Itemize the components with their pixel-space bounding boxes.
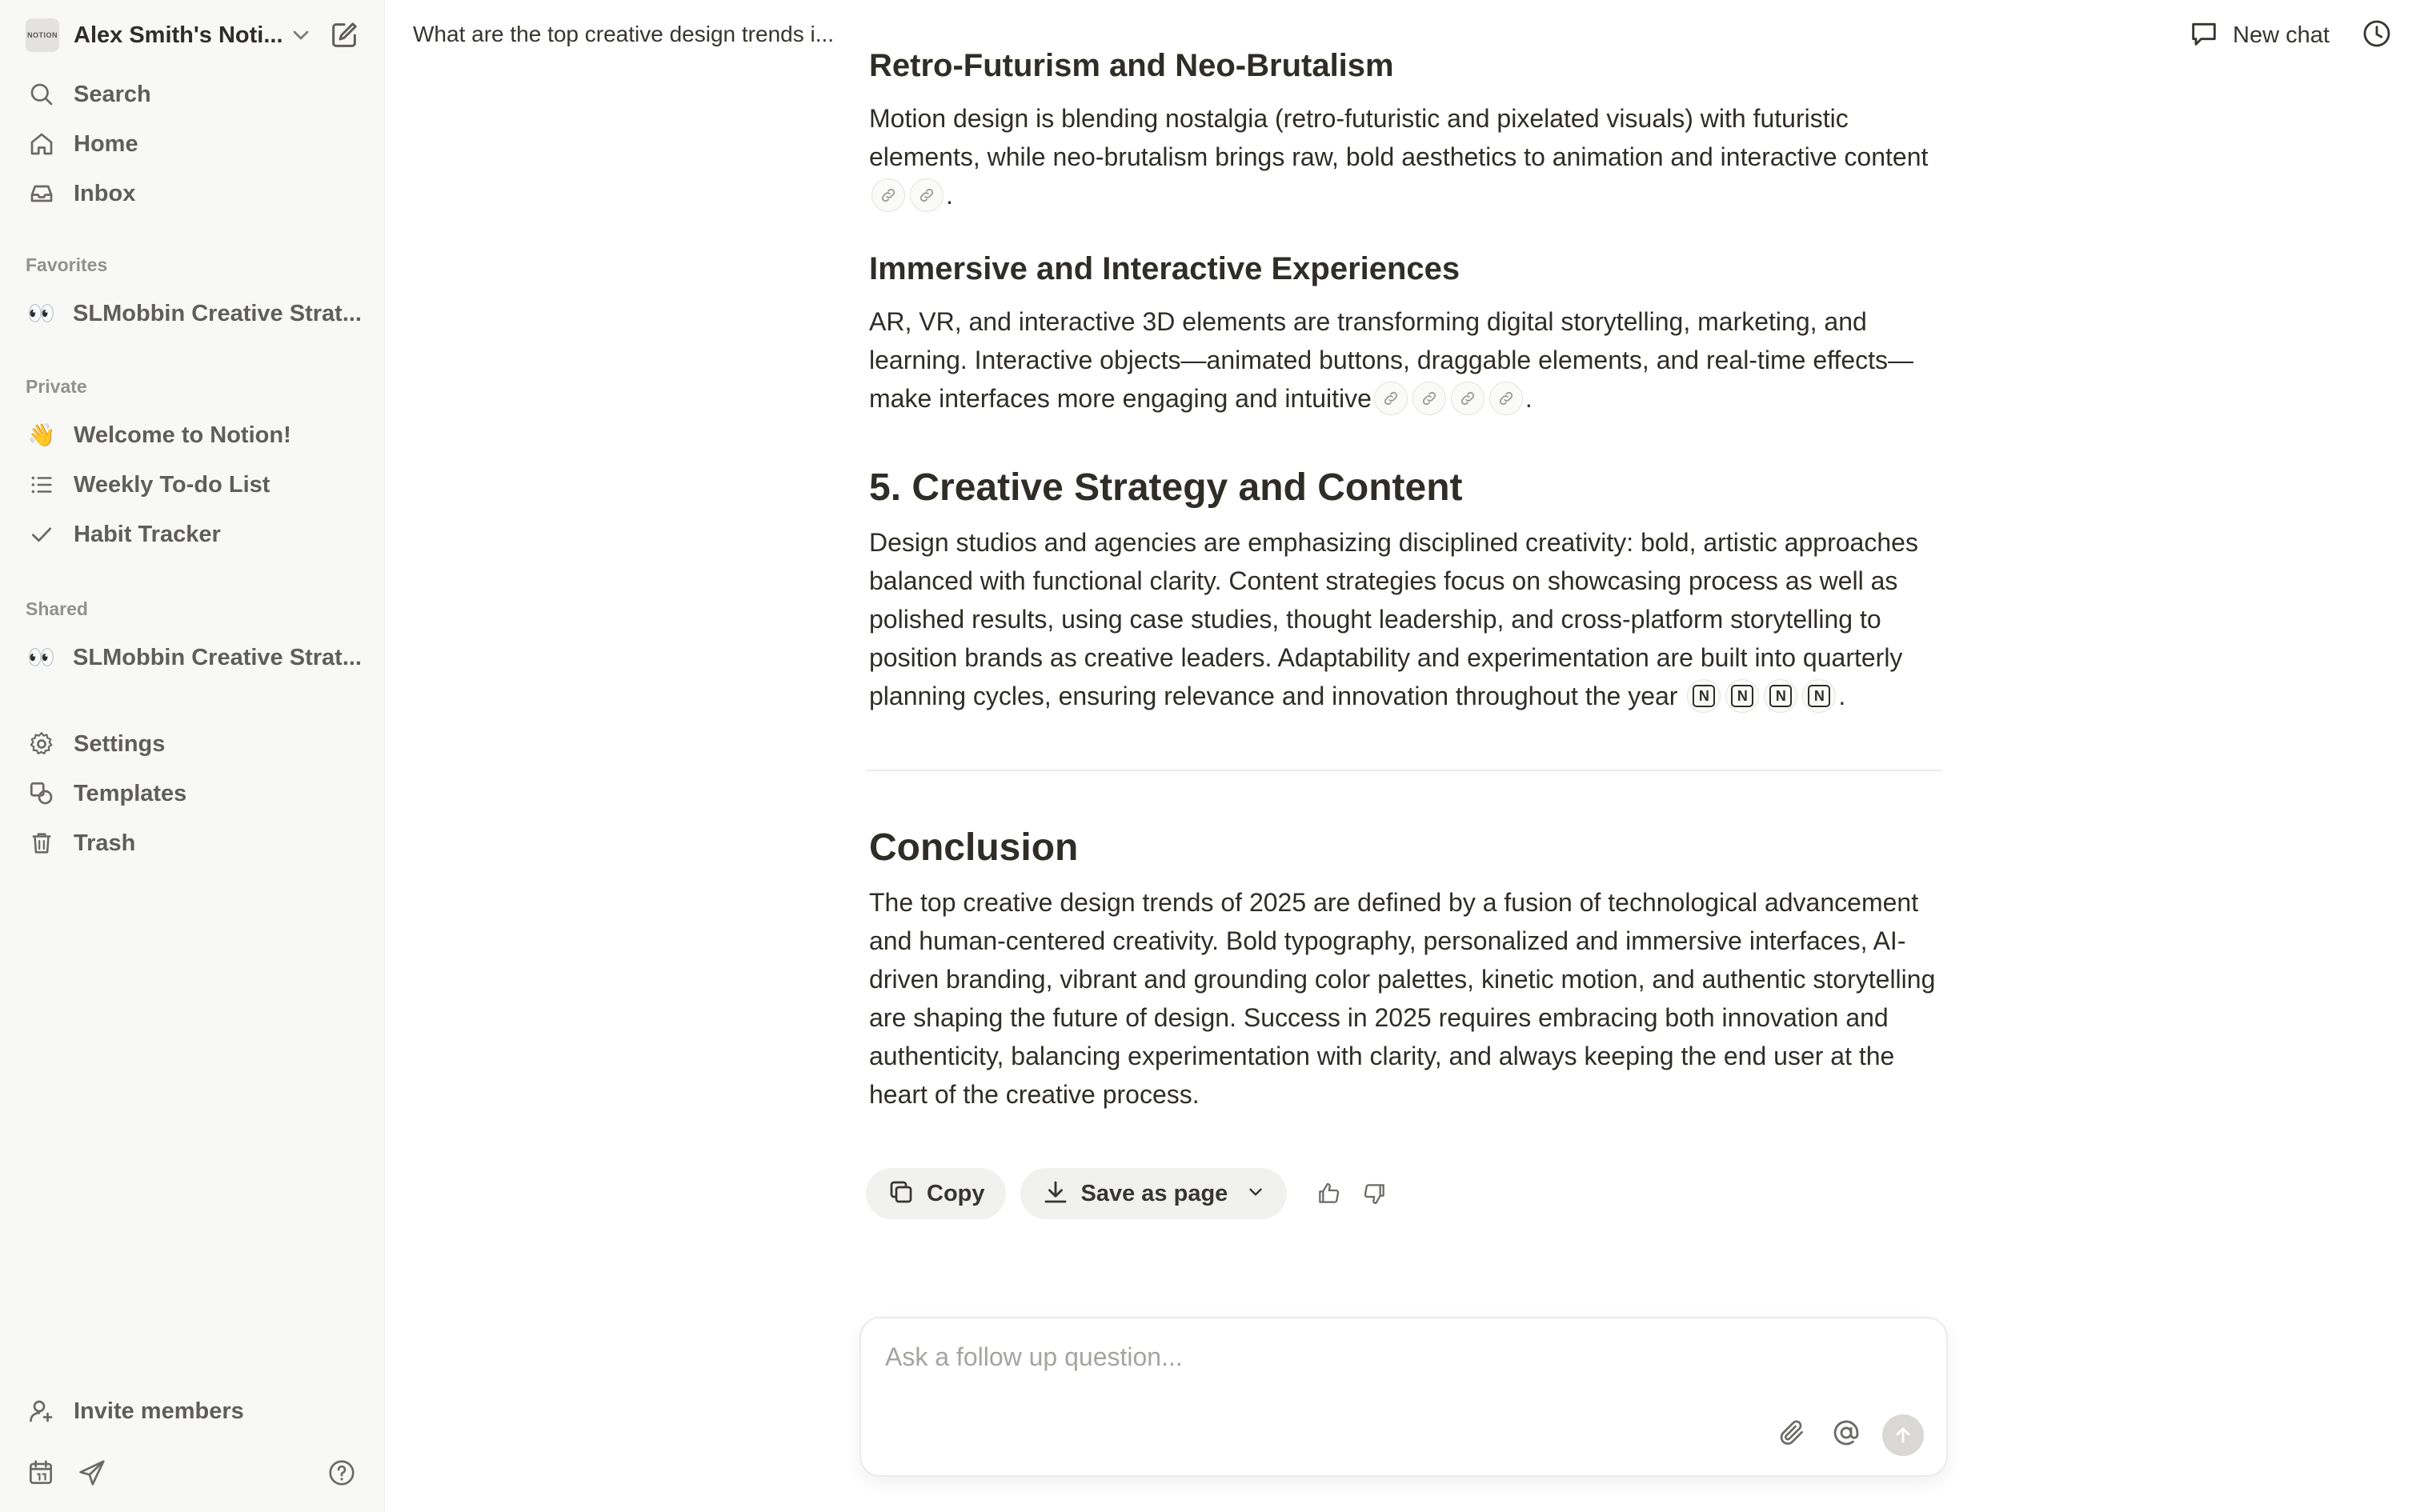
inbox-icon (26, 178, 58, 210)
save-as-page-label: Save as page (1080, 1180, 1228, 1206)
list-icon (26, 469, 58, 501)
checkmark-icon (26, 518, 58, 550)
sidebar-item-label: Trash (74, 830, 136, 856)
help-icon[interactable] (327, 1458, 357, 1492)
paragraph-text: Motion design is blending nostalgia (retro-futuristic and pixelated visuals) with futuristic elements, while neo-brutalism brings raw, bold aesthetics to animation and interactive content (869, 104, 1929, 171)
paragraph-text: Design studios and agencies are emphasizing disciplined creativity: bold, artistic approaches balanced with functional clarity. Content strategies focus on showcasing process as well as polished results, using case studies, thought leadership, and cross-platform storytelling to position brands as creative leaders. Adaptability and experimentation are built into quarterly planning cycles, ensuring relevance and innovation throughout the year (869, 528, 1918, 710)
download-icon (1041, 1178, 1070, 1210)
private-section-title[interactable]: Private (26, 376, 87, 397)
response-actions (866, 1168, 1394, 1219)
new-chat-button[interactable] (2188, 18, 2330, 53)
sidebar-item-welcome[interactable] (26, 414, 362, 456)
thumbs-up-icon[interactable] (1309, 1174, 1348, 1213)
section-heading-strategy: 5. Creative Strategy and Content (869, 466, 1463, 509)
sidebar-item-label: Search (74, 81, 151, 107)
paperclip-icon[interactable] (1777, 1418, 1807, 1452)
notion-glyph: N (1693, 685, 1715, 707)
sidebar (0, 0, 385, 1512)
shared-section-title[interactable]: Shared (26, 598, 88, 619)
eyes-emoji-icon: 👀 (27, 645, 55, 670)
citation-link-icon[interactable] (1412, 382, 1446, 415)
copy-button[interactable] (866, 1168, 1006, 1219)
send-icon[interactable] (77, 1458, 107, 1492)
notion-glyph: N (1731, 685, 1753, 707)
notion-glyph: N (1769, 685, 1792, 707)
citation-link-icon[interactable] (1489, 382, 1523, 415)
copy-icon (887, 1178, 916, 1210)
citation-link-icon[interactable] (871, 178, 905, 212)
sidebar-item-label: Home (74, 130, 138, 157)
sidebar-item-search[interactable] (26, 74, 362, 115)
notion-source-icon[interactable] (1687, 679, 1721, 713)
citation-link-icon[interactable] (1451, 382, 1484, 415)
sidebar-item-label: Settings (74, 730, 166, 757)
notion-source-icon[interactable] (1764, 679, 1797, 713)
chevron-down-icon[interactable] (1245, 1182, 1266, 1206)
sidebar-item-habit-tracker[interactable] (26, 514, 362, 555)
paragraph-period: . (1525, 384, 1533, 413)
sidebar-item-label: Inbox (74, 180, 136, 206)
paragraph-period: . (946, 181, 953, 210)
sidebar-item-home[interactable] (26, 123, 362, 165)
sidebar-item-templates[interactable] (26, 773, 362, 814)
home-icon (26, 128, 58, 160)
trash-icon (26, 827, 58, 859)
gear-icon (26, 728, 58, 760)
search-icon (26, 78, 58, 110)
new-page-icon[interactable] (328, 19, 360, 55)
eyes-emoji-icon: 👀 (27, 301, 55, 326)
new-chat-label: New chat (2233, 22, 2330, 48)
sidebar-item-favorite-slmobbin[interactable] (26, 293, 362, 334)
notion-source-icon[interactable] (1725, 679, 1759, 713)
sidebar-bottom-toolbar (26, 1456, 362, 1491)
workspace-name: Alex Smith's Noti... (74, 22, 283, 48)
waving-hand-emoji-icon: 👋 (27, 422, 56, 447)
sidebar-item-trash[interactable] (26, 822, 362, 864)
chat-bubble-icon (2188, 18, 2220, 54)
invite-members-button[interactable] (26, 1390, 362, 1432)
save-as-page-button[interactable] (1020, 1168, 1288, 1219)
follow-up-composer (859, 1317, 1948, 1477)
sidebar-item-label: Weekly To-do List (74, 471, 270, 498)
sidebar-item-label: Habit Tracker (74, 521, 221, 547)
paragraph-retro (869, 99, 1941, 214)
section-heading-retro: Retro-Futurism and Neo-Brutalism (869, 48, 1394, 83)
sidebar-item-inbox[interactable] (26, 173, 362, 214)
thumbs-down-icon[interactable] (1356, 1174, 1394, 1213)
sidebar-item-weekly-todo[interactable] (26, 464, 362, 506)
copy-label: Copy (927, 1180, 985, 1206)
notion-source-icon[interactable] (1802, 679, 1836, 713)
sidebar-item-label: Templates (74, 780, 187, 806)
workspace-avatar: NOTION (26, 18, 59, 52)
templates-icon (26, 778, 58, 810)
arrow-up-icon (1892, 1424, 1914, 1446)
sidebar-item-label: SLMobbin Creative Strat... (73, 300, 362, 326)
at-mention-icon[interactable] (1831, 1418, 1861, 1452)
notion-glyph: N (1808, 685, 1830, 707)
sidebar-item-label: Invite members (74, 1398, 244, 1424)
sidebar-item-settings[interactable] (26, 723, 362, 765)
section-heading-immersive: Immersive and Interactive Experiences (869, 251, 1460, 286)
chat-title: What are the top creative design trends i... (413, 22, 835, 46)
paragraph-strategy (869, 523, 1941, 715)
workspace-switcher[interactable] (26, 19, 365, 51)
citation-link-icon[interactable] (910, 178, 944, 212)
paragraph-conclusion: The top creative design trends of 2025 are defined by a fusion of technological advancement and human-centered creativity. Bold typography, personalized and immersive interfaces, AI-driven branding, vibrant and grounding color palettes, kinetic motion, and authentic storytelling are shaping the future of design. Success in 2025 requires embracing both innovation and authenticity, balancing experimentation with clarity, and always keeping the end user at the heart of the creative process. (869, 888, 1936, 1109)
paragraph-immersive (869, 302, 1941, 418)
follow-up-input[interactable] (885, 1342, 1845, 1372)
paragraph-period: . (1838, 682, 1846, 710)
person-add-icon (26, 1395, 58, 1427)
sidebar-item-shared-slmobbin[interactable] (26, 637, 362, 678)
section-heading-conclusion: Conclusion (869, 826, 1079, 869)
sidebar-item-label: Welcome to Notion! (74, 422, 291, 448)
history-icon[interactable] (2361, 18, 2393, 54)
calendar-icon[interactable] (26, 1458, 56, 1492)
chevron-down-icon[interactable] (288, 22, 314, 52)
favorites-section-title[interactable]: Favorites (26, 254, 108, 275)
sidebar-item-label: SLMobbin Creative Strat... (73, 644, 362, 670)
send-button[interactable] (1882, 1414, 1924, 1456)
citation-link-icon[interactable] (1374, 382, 1408, 415)
paragraph-text: AR, VR, and interactive 3D elements are transforming digital storytelling, marketing, and learning. Interactive objects—animated buttons, draggable elements, and real-time effects—make interfaces more engaging and intuitive (869, 307, 1914, 413)
divider (866, 770, 1941, 771)
